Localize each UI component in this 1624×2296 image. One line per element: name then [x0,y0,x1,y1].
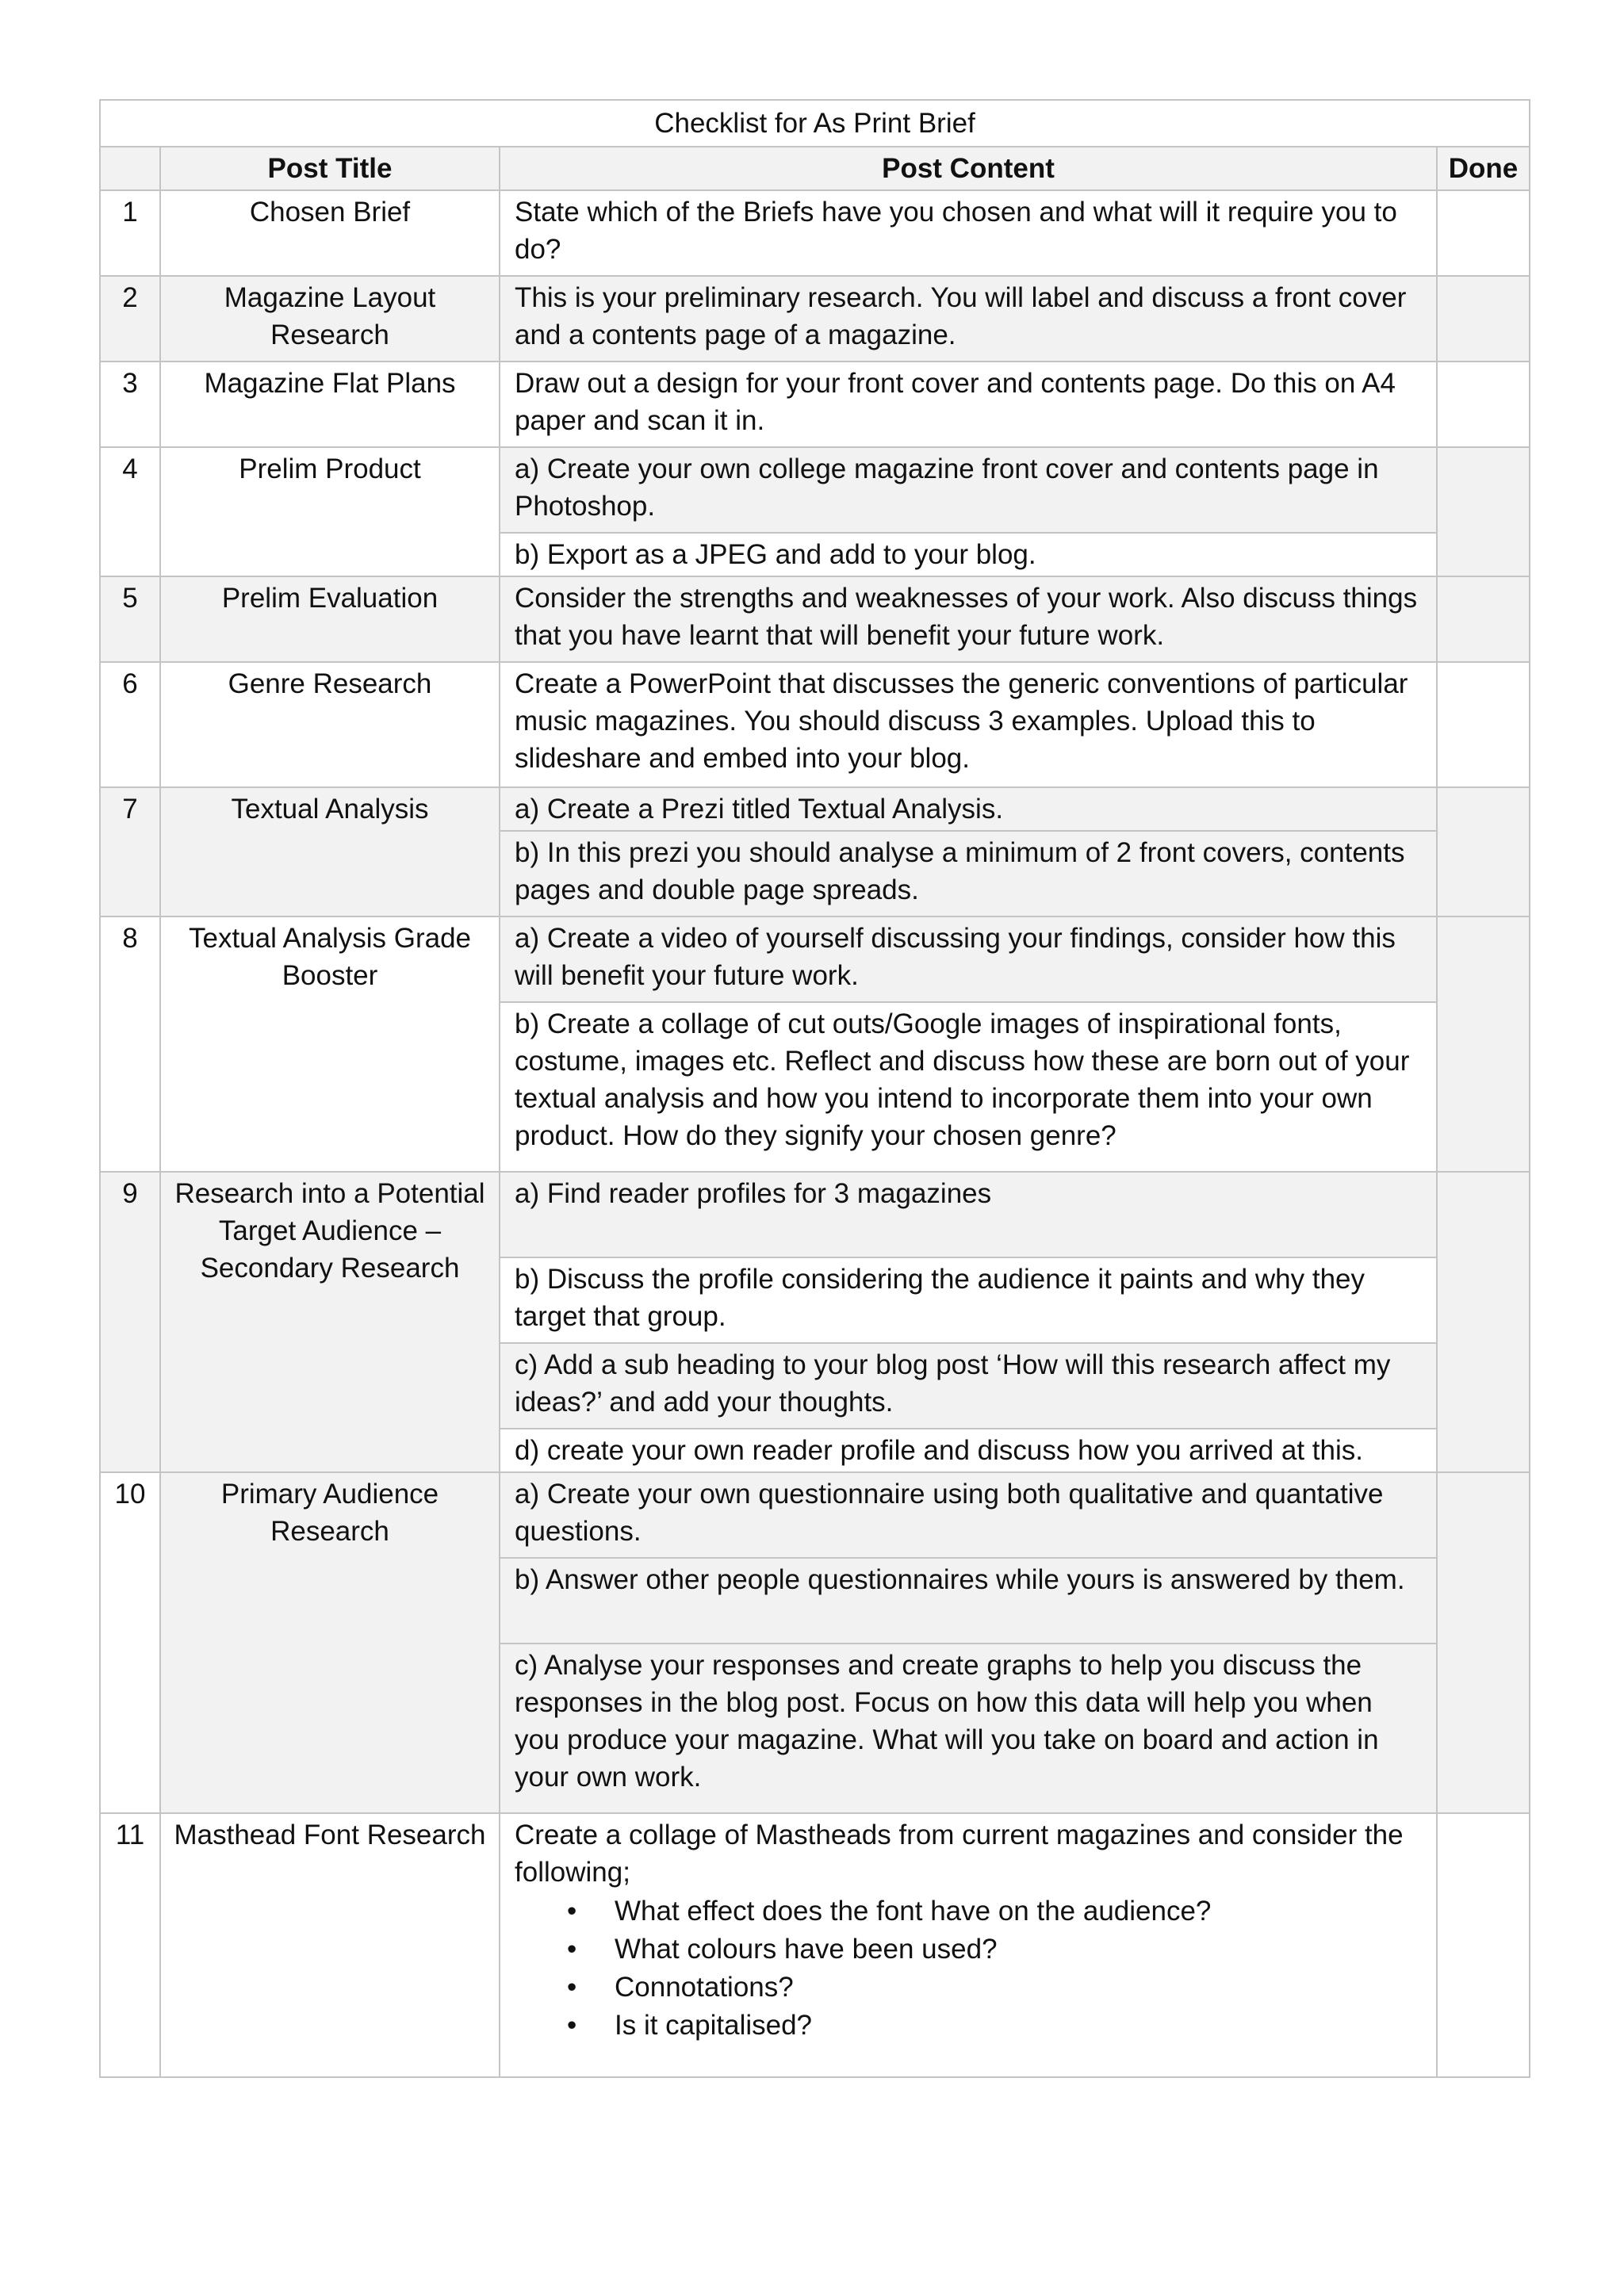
post-content: b) Export as a JPEG and add to your blog. [500,533,1437,576]
row-number: 9 [100,1172,160,1472]
post-content: Consider the strengths and weaknesses of your work. Also discuss things that you have learnt that will benefit your future work. [500,576,1437,662]
post-content: d) create your own reader profile and discuss how you arrived at this. [500,1429,1437,1472]
list-item: • What effect does the font have on the audience? [615,1892,1422,1931]
bullet-icon: • [567,1934,577,1965]
done-checkbox-cell[interactable] [1437,276,1530,362]
row-number: 8 [100,916,160,1172]
post-content: b) Answer other people questionnaires while yours is answered by them. [500,1558,1437,1644]
header-number [100,147,160,190]
list-item: • Connotations? [615,1969,1422,2007]
bullet-icon: • [567,2010,577,2041]
post-title: Prelim Product [160,447,500,576]
post-content: State which of the Briefs have you chosen and what will it require you to do? [500,190,1437,276]
done-checkbox-cell[interactable] [1437,190,1530,276]
table-row [100,1172,1530,1257]
post-content: b) In this prezi you should analyse a minimum of 2 front covers, contents pages and double page spreads. [500,831,1437,916]
post-content: a) Create a Prezi titled Textual Analysis. [500,787,1437,831]
row-number: 1 [100,190,160,276]
row-number: 2 [100,276,160,362]
row-number: 10 [100,1472,160,1813]
post-content: c) Analyse your responses and create graphs to help you discuss the responses in the blog post. Focus on how this data will help you when you produce your magazine. What will you take on board and action in your own work. [500,1644,1437,1813]
header-done: Done [1437,147,1530,190]
done-checkbox-cell[interactable] [1437,662,1530,787]
post-title: Chosen Brief [160,190,500,276]
table-row [100,276,1530,362]
post-content: This is your preliminary research. You will label and discuss a front cover and a contents page of a magazine. [500,276,1437,362]
table-row [100,787,1530,831]
row-number: 4 [100,447,160,576]
list-item: • Is it capitalised? [615,2007,1422,2045]
done-checkbox-cell[interactable] [1437,1472,1530,1813]
table-title: Checklist for As Print Brief [100,100,1530,147]
post-content: a) Create your own college magazine front cover and contents page in Photoshop. [500,447,1437,533]
header-post-title: Post Title [160,147,500,190]
done-checkbox-cell[interactable] [1437,1813,1530,2077]
row-number: 5 [100,576,160,662]
table-row [100,662,1530,787]
post-content: a) Create your own questionnaire using both qualitative and quantative questions. [500,1472,1437,1558]
row-number: 11 [100,1813,160,2077]
table-row [100,447,1530,533]
checklist-table [99,99,1530,2078]
post-content: c) Add a sub heading to your blog post ‘How will this research affect my ideas?’ and add your thoughts. [500,1343,1437,1429]
bullet-list [515,1892,1422,2045]
post-content [500,1813,1437,2077]
bullet-icon: • [567,1972,577,2003]
list-item: • What colours have been used? [615,1931,1422,1969]
post-title: Textual Analysis [160,787,500,916]
post-title: Magazine Layout Research [160,276,500,362]
post-title: Research into a Potential Target Audience – Secondary Research [160,1172,500,1472]
table-row [100,916,1530,1002]
table-row [100,190,1530,276]
post-content: b) Discuss the profile considering the audience it paints and why they target that group. [500,1257,1437,1343]
post-content-intro: Create a collage of Mastheads from current magazines and consider the following; [515,1820,1404,1888]
done-checkbox-cell[interactable] [1437,1172,1530,1472]
done-checkbox-cell[interactable] [1437,447,1530,576]
post-title: Magazine Flat Plans [160,362,500,447]
post-content: a) Create a video of yourself discussing your findings, consider how this will benefit your future work. [500,916,1437,1002]
header-post-content: Post Content [500,147,1437,190]
done-checkbox-cell[interactable] [1437,362,1530,447]
post-title: Textual Analysis Grade Booster [160,916,500,1172]
post-content: b) Create a collage of cut outs/Google images of inspirational fonts, costume, images etc. Reflect and discuss how these are born out of your textual analysis and how you intend to incorporate them into your own product. How do they signify your chosen genre? [500,1002,1437,1172]
post-title: Genre Research [160,662,500,787]
post-title: Primary Audience Research [160,1472,500,1813]
post-title: Masthead Font Research [160,1813,500,2077]
table-row [100,1813,1530,2077]
table-row [100,362,1530,447]
post-content: Draw out a design for your front cover and contents page. Do this on A4 paper and scan it in. [500,362,1437,447]
done-checkbox-cell[interactable] [1437,787,1530,916]
row-number: 6 [100,662,160,787]
post-content: Create a PowerPoint that discusses the generic conventions of particular music magazines. You should discuss 3 examples. Upload this to slideshare and embed into your blog. [500,662,1437,787]
table-row [100,1472,1530,1558]
row-number: 3 [100,362,160,447]
row-number: 7 [100,787,160,916]
done-checkbox-cell[interactable] [1437,916,1530,1172]
post-content: a) Find reader profiles for 3 magazines [500,1172,1437,1257]
bullet-icon: • [567,1896,577,1927]
done-checkbox-cell[interactable] [1437,576,1530,662]
table-row [100,576,1530,662]
post-title: Prelim Evaluation [160,576,500,662]
